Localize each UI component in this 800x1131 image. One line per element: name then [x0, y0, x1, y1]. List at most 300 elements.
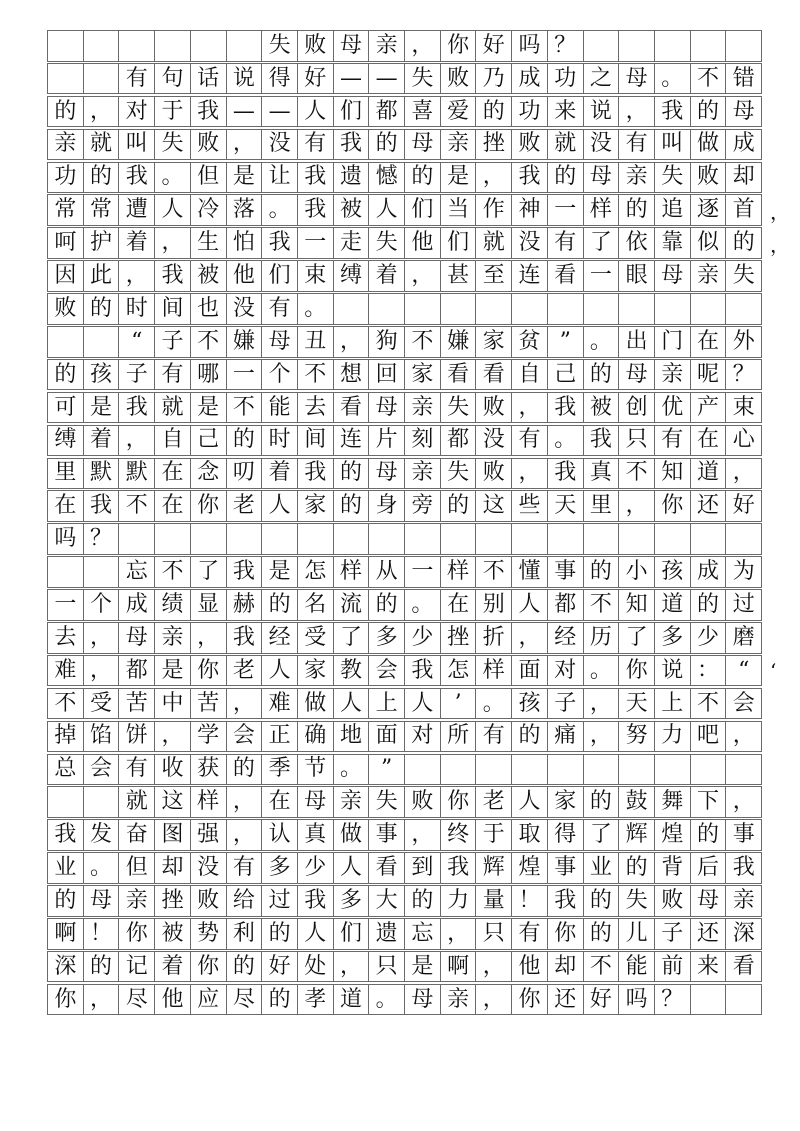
- grid-cell: 亲: [155, 623, 191, 653]
- grid-cell: 也: [191, 294, 227, 324]
- grid-cell: 道: [334, 985, 370, 1015]
- grid-cell: 孩: [512, 689, 548, 719]
- grid-cell: 间: [298, 426, 334, 456]
- grid-cell: 会: [369, 656, 405, 686]
- title-cell: ？: [548, 31, 584, 61]
- grid-cell: 遭: [119, 195, 155, 225]
- grid-cell: 你: [441, 787, 477, 817]
- grid-cell: 成: [726, 130, 762, 160]
- grid-cell: 的: [227, 426, 263, 456]
- grid-cell: 老: [227, 491, 263, 521]
- grid-cell: 孝: [298, 985, 334, 1015]
- grid-cell: 教: [334, 656, 370, 686]
- grid-cell: 小: [619, 557, 655, 587]
- text-row: [47, 129, 762, 161]
- grid-cell: 。: [405, 590, 441, 620]
- grid-cell: 于: [476, 820, 512, 850]
- grid-cell: 人: [512, 590, 548, 620]
- grid-cell: 的: [405, 886, 441, 916]
- grid-cell: 的: [691, 97, 727, 127]
- grid-cell: 人: [512, 787, 548, 817]
- grid-cell: 上: [655, 689, 691, 719]
- grid-cell: 喜: [405, 97, 441, 127]
- grid-cell: 挫: [155, 886, 191, 916]
- text-row: [47, 392, 762, 424]
- grid-cell: 。: [84, 853, 120, 883]
- grid-cell: 着: [119, 228, 155, 258]
- grid-cell: [726, 985, 762, 1015]
- grid-cell: 老: [476, 787, 512, 817]
- grid-cell: 学: [191, 722, 227, 752]
- grid-cell: 依: [619, 228, 655, 258]
- grid-cell: 束: [298, 261, 334, 291]
- grid-cell: 亲: [655, 360, 691, 390]
- grid-cell: 掉: [48, 722, 84, 752]
- grid-cell: 就: [476, 228, 512, 258]
- grid-cell: 不: [298, 360, 334, 390]
- grid-cell: 败: [655, 886, 691, 916]
- grid-cell: 优: [655, 393, 691, 423]
- grid-cell: 一: [227, 360, 263, 390]
- grid-cell: 缚: [48, 426, 84, 456]
- grid-cell: 败: [191, 130, 227, 160]
- grid-cell: 因: [48, 261, 84, 291]
- grid-cell: 吗: [48, 524, 84, 554]
- grid-cell: 忘: [405, 919, 441, 949]
- grid-cell: 我: [155, 261, 191, 291]
- grid-cell: 家: [298, 491, 334, 521]
- grid-cell: 呢: [691, 360, 727, 390]
- grid-cell: [619, 755, 655, 785]
- grid-cell: 着: [262, 459, 298, 489]
- grid-cell: 的: [584, 886, 620, 916]
- grid-cell: 看: [441, 360, 477, 390]
- grid-cell: 。: [584, 656, 620, 686]
- title-cell: [584, 31, 620, 61]
- grid-cell: 中: [155, 689, 191, 719]
- grid-cell: 你: [619, 656, 655, 686]
- grid-cell: 看: [548, 261, 584, 291]
- grid-cell: 多: [655, 623, 691, 653]
- grid-cell: 里: [584, 491, 620, 521]
- grid-cell: ，: [155, 722, 191, 752]
- grid-cell: 却: [155, 853, 191, 883]
- grid-cell: 。: [584, 327, 620, 357]
- grid-cell: 创: [619, 393, 655, 423]
- grid-cell: 冷: [191, 195, 227, 225]
- grid-cell: 来: [691, 952, 727, 982]
- grid-cell: 正: [262, 722, 298, 752]
- grid-cell: 道: [691, 459, 727, 489]
- grid-cell: [512, 755, 548, 785]
- grid-cell: 懂: [512, 557, 548, 587]
- grid-cell: ，: [405, 820, 441, 850]
- grid-cell: 我: [405, 656, 441, 686]
- grid-cell: [726, 755, 762, 785]
- grid-cell: 母: [584, 163, 620, 193]
- grid-cell: 想: [334, 360, 370, 390]
- grid-cell: 却: [548, 952, 584, 982]
- grid-cell: [298, 524, 334, 554]
- grid-cell: 说: [584, 97, 620, 127]
- grid-cell: 一: [548, 195, 584, 225]
- grid-cell: ，: [619, 97, 655, 127]
- grid-cell: 家: [298, 656, 334, 686]
- grid-cell: 你: [191, 656, 227, 686]
- grid-cell: 我: [48, 820, 84, 850]
- grid-cell: 出: [619, 327, 655, 357]
- grid-cell: 我: [655, 97, 691, 127]
- grid-cell: 。: [548, 426, 584, 456]
- grid-cell: 看: [369, 853, 405, 883]
- grid-cell: 天: [619, 689, 655, 719]
- grid-cell: 贫: [512, 327, 548, 357]
- grid-cell: [334, 294, 370, 324]
- grid-cell: 尽: [119, 985, 155, 1015]
- grid-cell: 过: [262, 886, 298, 916]
- grid-cell: 了: [191, 557, 227, 587]
- grid-cell: 啊: [48, 919, 84, 949]
- grid-cell: 功: [48, 163, 84, 193]
- grid-cell: 节: [298, 755, 334, 785]
- grid-cell: 你: [191, 952, 227, 982]
- grid-cell: 没: [227, 294, 263, 324]
- grid-cell: 我: [298, 195, 334, 225]
- grid-cell: 没: [476, 426, 512, 456]
- grid-cell: 了: [584, 820, 620, 850]
- grid-cell: 成: [512, 64, 548, 94]
- grid-cell: 看: [334, 393, 370, 423]
- grid-cell: 母: [619, 360, 655, 390]
- grid-cell: 的: [405, 163, 441, 193]
- grid-cell: 身: [369, 491, 405, 521]
- grid-cell: 对: [119, 97, 155, 127]
- grid-cell: 天: [548, 491, 584, 521]
- grid-cell: 的: [84, 294, 120, 324]
- grid-cell: 失: [369, 228, 405, 258]
- grid-cell: 是: [191, 393, 227, 423]
- grid-cell: 儿: [619, 919, 655, 949]
- grid-cell: 是: [227, 163, 263, 193]
- grid-cell: 量: [476, 886, 512, 916]
- grid-cell: 刻: [405, 426, 441, 456]
- title-cell: [726, 31, 762, 61]
- text-row: [47, 885, 762, 917]
- title-cell: [48, 31, 84, 61]
- title-cell: 母: [334, 31, 370, 61]
- grid-cell: ，: [227, 130, 263, 160]
- grid-cell: 。: [476, 689, 512, 719]
- grid-cell: [584, 755, 620, 785]
- grid-cell: 至: [476, 261, 512, 291]
- grid-cell: 面: [369, 722, 405, 752]
- grid-cell: 我: [298, 886, 334, 916]
- grid-cell: 靠: [655, 228, 691, 258]
- grid-cell: 没: [262, 130, 298, 160]
- grid-cell: 我: [191, 97, 227, 127]
- grid-cell: 这: [476, 491, 512, 521]
- grid-cell: 母: [262, 327, 298, 357]
- grid-cell: 的: [262, 590, 298, 620]
- grid-cell: 可: [48, 393, 84, 423]
- grid-cell: 有: [655, 426, 691, 456]
- grid-cell: 事: [726, 820, 762, 850]
- grid-cell: 的: [619, 853, 655, 883]
- grid-cell: 孩: [655, 557, 691, 587]
- grid-cell: 的: [84, 952, 120, 982]
- grid-cell: 处: [298, 952, 334, 982]
- grid-cell: 家: [405, 360, 441, 390]
- grid-cell: 甚: [441, 261, 477, 291]
- grid-cell: 的: [369, 130, 405, 160]
- grid-cell: [691, 294, 727, 324]
- text-row: [47, 162, 762, 194]
- grid-cell: 不: [619, 459, 655, 489]
- grid-cell: 母: [405, 985, 441, 1015]
- grid-cell: 失: [155, 130, 191, 160]
- grid-cell: 得: [262, 64, 298, 94]
- grid-cell: 煌: [655, 820, 691, 850]
- grid-cell: 的: [584, 557, 620, 587]
- grid-cell: 看: [726, 952, 762, 982]
- grid-cell: 。: [334, 755, 370, 785]
- grid-cell: 挫: [476, 130, 512, 160]
- grid-cell: 样: [334, 557, 370, 587]
- grid-cell: 念: [191, 459, 227, 489]
- grid-cell: 就: [84, 130, 120, 160]
- grid-cell: 难: [48, 656, 84, 686]
- grid-cell: 舞: [655, 787, 691, 817]
- grid-cell: [584, 294, 620, 324]
- text-row: [47, 852, 762, 884]
- grid-cell: 己: [548, 360, 584, 390]
- grid-cell: ，: [512, 459, 548, 489]
- grid-cell: 你: [548, 919, 584, 949]
- grid-cell: [84, 64, 120, 94]
- grid-cell: 我: [334, 130, 370, 160]
- grid-cell: 上: [369, 689, 405, 719]
- title-cell: [155, 31, 191, 61]
- grid-cell: 对: [405, 722, 441, 752]
- grid-cell: 失: [655, 163, 691, 193]
- grid-cell: 有: [119, 64, 155, 94]
- grid-cell: 深: [48, 952, 84, 982]
- grid-cell: 的: [227, 755, 263, 785]
- grid-cell: 不: [48, 689, 84, 719]
- grid-cell: 叫: [119, 130, 155, 160]
- grid-cell: 亲: [405, 393, 441, 423]
- text-row: [47, 490, 762, 522]
- grid-cell: ，: [227, 787, 263, 817]
- grid-cell: 嫌: [227, 327, 263, 357]
- grid-cell: [155, 524, 191, 554]
- text-row: [47, 359, 762, 391]
- overflow-punctuation: ‘: [770, 658, 777, 683]
- grid-cell: 没: [584, 130, 620, 160]
- text-row: [47, 786, 762, 818]
- text-row: [47, 260, 762, 292]
- grid-cell: 失: [619, 886, 655, 916]
- grid-cell: 不: [227, 393, 263, 423]
- grid-cell: ，: [476, 163, 512, 193]
- text-row: [47, 326, 762, 358]
- grid-cell: 的: [584, 787, 620, 817]
- grid-cell: 亲: [619, 163, 655, 193]
- text-row: [47, 227, 790, 259]
- grid-cell: 没: [512, 228, 548, 258]
- grid-cell: 前: [655, 952, 691, 982]
- grid-cell: ”: [548, 327, 584, 357]
- grid-cell: 的: [48, 886, 84, 916]
- grid-cell: 的: [262, 919, 298, 949]
- grid-cell: 亲: [691, 261, 727, 291]
- grid-cell: 会: [227, 722, 263, 752]
- grid-cell: [227, 524, 263, 554]
- grid-cell: 在: [262, 787, 298, 817]
- grid-cell: 所: [441, 722, 477, 752]
- grid-cell: 成: [691, 557, 727, 587]
- grid-cell: 努: [619, 722, 655, 752]
- grid-cell: 不: [405, 327, 441, 357]
- grid-cell: 默: [119, 459, 155, 489]
- grid-cell: 。: [155, 163, 191, 193]
- grid-cell: 们: [405, 195, 441, 225]
- grid-cell: ！: [512, 886, 548, 916]
- title-cell: [191, 31, 227, 61]
- grid-cell: 但: [119, 853, 155, 883]
- grid-cell: [441, 294, 477, 324]
- grid-cell: 对: [548, 656, 584, 686]
- grid-cell: 不: [584, 952, 620, 982]
- text-row: [47, 96, 762, 128]
- text-row: [47, 589, 762, 621]
- grid-cell: 他: [155, 985, 191, 1015]
- grid-cell: ？: [84, 524, 120, 554]
- grid-cell: 终: [441, 820, 477, 850]
- grid-cell: ，: [334, 327, 370, 357]
- grid-cell: 外: [726, 327, 762, 357]
- grid-cell: 败: [476, 459, 512, 489]
- grid-cell: 自: [512, 360, 548, 390]
- grid-cell: 我: [548, 393, 584, 423]
- grid-cell: 丑: [298, 327, 334, 357]
- grid-cell: 母: [298, 787, 334, 817]
- grid-cell: 亲: [441, 985, 477, 1015]
- grid-cell: 们: [262, 261, 298, 291]
- grid-cell: 败: [476, 393, 512, 423]
- title-cell: [655, 31, 691, 61]
- grid-cell: 里: [48, 459, 84, 489]
- grid-cell: ，: [84, 97, 120, 127]
- grid-cell: 发: [84, 820, 120, 850]
- grid-cell: [48, 64, 84, 94]
- grid-cell: 连: [512, 261, 548, 291]
- grid-cell: ，: [584, 689, 620, 719]
- grid-cell: 你: [655, 491, 691, 521]
- overflow-punctuation: ，: [770, 199, 790, 224]
- grid-cell: [369, 294, 405, 324]
- grid-cell: ，: [155, 228, 191, 258]
- grid-cell: 失: [441, 393, 477, 423]
- grid-cell: [548, 755, 584, 785]
- grid-cell: 吗: [619, 985, 655, 1015]
- text-row: [47, 918, 762, 950]
- grid-cell: 护: [84, 228, 120, 258]
- grid-cell: 我: [227, 557, 263, 587]
- grid-cell: 片: [369, 426, 405, 456]
- grid-cell: 有: [476, 722, 512, 752]
- grid-cell: [334, 524, 370, 554]
- grid-cell: [441, 755, 477, 785]
- grid-cell: 神: [512, 195, 548, 225]
- grid-cell: ？: [726, 360, 762, 390]
- grid-cell: 取: [512, 820, 548, 850]
- grid-cell: 事: [548, 557, 584, 587]
- grid-cell: 啊: [441, 952, 477, 982]
- grid-cell: —: [262, 97, 298, 127]
- grid-cell: 大: [369, 886, 405, 916]
- grid-cell: 他: [405, 228, 441, 258]
- grid-cell: 憾: [369, 163, 405, 193]
- grid-cell: 业: [584, 853, 620, 883]
- grid-cell: 有: [512, 426, 548, 456]
- grid-cell: 成: [119, 590, 155, 620]
- grid-cell: 你: [512, 985, 548, 1015]
- grid-cell: 给: [227, 886, 263, 916]
- grid-cell: 些: [512, 491, 548, 521]
- title-cell: [119, 31, 155, 61]
- grid-cell: 是: [262, 557, 298, 587]
- grid-cell: [405, 294, 441, 324]
- grid-cell: 一: [48, 590, 84, 620]
- grid-cell: 都: [548, 590, 584, 620]
- grid-cell: 走: [334, 228, 370, 258]
- title-cell: [691, 31, 727, 61]
- grid-cell: 家: [548, 787, 584, 817]
- grid-cell: 力: [655, 722, 691, 752]
- grid-cell: 下: [691, 787, 727, 817]
- grid-cell: 受: [298, 623, 334, 653]
- grid-cell: 的: [227, 952, 263, 982]
- grid-cell: ，: [726, 459, 762, 489]
- grid-cell: 一: [584, 261, 620, 291]
- grid-cell: 会: [84, 755, 120, 785]
- grid-cell: 都: [369, 97, 405, 127]
- grid-cell: 磨: [726, 623, 762, 653]
- grid-cell: 辉: [476, 853, 512, 883]
- grid-cell: 生: [191, 228, 227, 258]
- grid-cell: 都: [119, 656, 155, 686]
- grid-cell: 我: [227, 623, 263, 653]
- grid-cell: 当: [441, 195, 477, 225]
- grid-cell: 不: [691, 64, 727, 94]
- grid-cell: 怎: [441, 656, 477, 686]
- grid-cell: 会: [726, 689, 762, 719]
- grid-cell: 面: [512, 656, 548, 686]
- grid-cell: 能: [619, 952, 655, 982]
- grid-cell: 我: [84, 491, 120, 521]
- grid-cell: 饼: [119, 722, 155, 752]
- grid-cell: 煌: [512, 853, 548, 883]
- grid-cell: 的: [726, 228, 762, 258]
- grid-cell: 我: [298, 163, 334, 193]
- grid-cell: 人: [334, 689, 370, 719]
- grid-cell: [48, 327, 84, 357]
- grid-cell: 过: [726, 590, 762, 620]
- grid-cell: 去: [48, 623, 84, 653]
- grid-cell: 心: [726, 426, 762, 456]
- grid-cell: 失: [441, 459, 477, 489]
